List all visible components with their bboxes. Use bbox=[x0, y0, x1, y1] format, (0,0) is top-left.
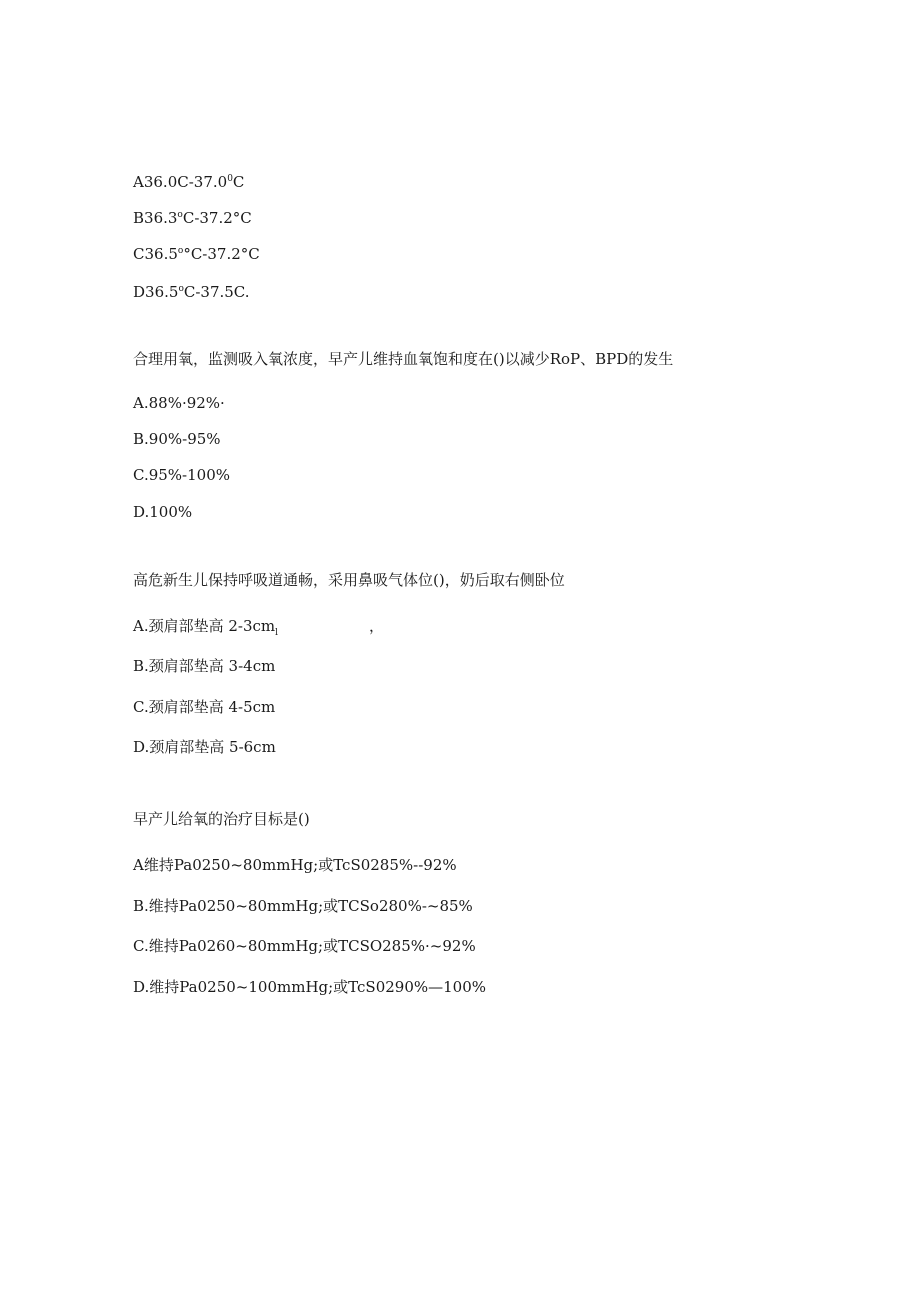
q1-option-d-sup: o bbox=[178, 284, 184, 294]
q1-option-a bbox=[133, 172, 244, 192]
q1-option-c-text: C36.5 bbox=[133, 245, 178, 263]
q2-question: 合理用氧，监测吸入氧浓度，早产儿维持血氧饱和度在()以减少RoP、BPD的发生 bbox=[133, 350, 674, 368]
q1-option-c-sup: o bbox=[177, 246, 184, 256]
q3-option-d: D.颈肩部垫高 5-6cm bbox=[133, 738, 276, 756]
q1-option-c bbox=[133, 244, 260, 264]
q4-option-c: C.维持Pa0260~80mmHg;或TCSO285%·~92% bbox=[133, 937, 476, 955]
q2-option-a: A.88%·92%· bbox=[133, 394, 225, 412]
q1-option-d-text: D36.5 bbox=[133, 283, 179, 301]
q1-option-a-sup: 0 bbox=[227, 174, 233, 184]
q1-option-a-tail: C bbox=[232, 173, 245, 191]
q3-option-b: B.颈肩部垫高 3-4cm bbox=[133, 657, 276, 675]
q3-option-c: C.颈肩部垫高 4-5cm bbox=[133, 698, 276, 716]
q3-question: 高危新生儿保持呼吸道通畅，采用鼻吸气体位()，奶后取右侧卧位 bbox=[133, 571, 565, 589]
q3-option-a bbox=[133, 616, 278, 636]
q4-option-d: D.维持Pa0250~100mmHg;或TcS0290%—100% bbox=[133, 978, 487, 996]
q1-option-b-tail: C-37.2°C bbox=[182, 209, 252, 227]
q4-option-a: A维持Pa0250~80mmHg;或TcS0285%--92% bbox=[133, 856, 457, 874]
q1-option-d bbox=[133, 282, 250, 302]
q1-option-b-text: B36.3 bbox=[133, 209, 178, 227]
q2-option-b: B.90%-95% bbox=[133, 430, 221, 448]
q2-option-c: C.95%-100% bbox=[133, 466, 231, 484]
q4-option-b: B.维持Pa0250~80mmHg;或TCSo280%-~85% bbox=[133, 897, 473, 915]
q1-option-b-sup: o bbox=[177, 210, 183, 220]
q4-question: 早产儿给氧的治疗目标是() bbox=[133, 810, 310, 828]
q1-option-d-tail: C-37.5C. bbox=[183, 283, 250, 301]
q2-option-d: D.100% bbox=[133, 503, 193, 521]
q1-option-b bbox=[133, 208, 252, 228]
q1-option-c-tail: °C-37.2°C bbox=[183, 245, 260, 263]
q3-option-a-sub: l bbox=[275, 628, 279, 638]
q1-option-a-text: A36.0C-37.0 bbox=[133, 173, 228, 191]
q3-option-a-text: A.颈肩部垫高 2-3cm bbox=[133, 617, 276, 635]
q3-stray-mark: ， bbox=[369, 617, 385, 635]
